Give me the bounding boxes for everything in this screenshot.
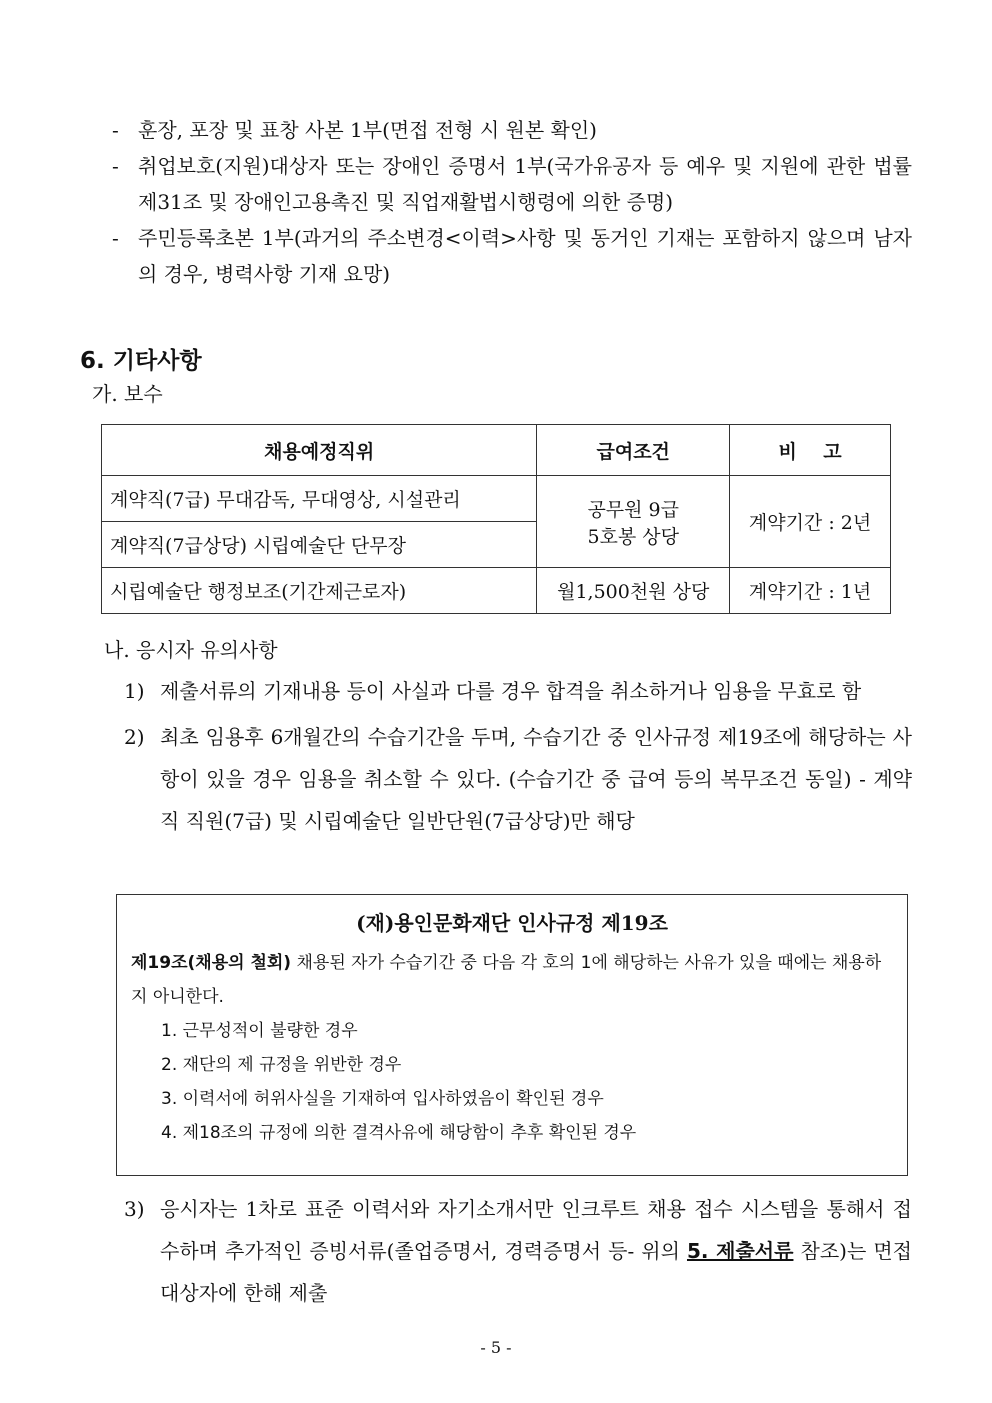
pay-table [101, 424, 891, 614]
cell-position: 계약직(7급상당) 시립예술단 단무장 [102, 522, 537, 568]
submission-docs-list [112, 112, 912, 292]
section-reference: 5. 제출서류 [686, 1239, 794, 1263]
doc-item-text: 취업보호(지원)대상자 또는 장애인 증명서 1부(국가유공자 등 예우 및 지원에 관한 법률 제31조 및 장애인고용촉진 및 직업재활법시행령에 의한 증명) [138, 154, 912, 214]
header-position: 채용예정직위 [102, 425, 537, 476]
note-text: 제출서류의 기재내용 등이 사실과 다를 경우 합격을 취소하거나 임용을 무효로 함 [160, 679, 862, 703]
list-dash: - [112, 118, 119, 142]
regulation-item: 4. 제18조의 규정에 의한 결격사유에 해당함이 추후 확인된 경우 [161, 1123, 637, 1143]
note-number: 2) [124, 725, 145, 749]
note-item [124, 1188, 912, 1314]
salary-line: 5호봉 상당 [587, 525, 679, 548]
cell-salary: 월1,500천원 상당 [537, 568, 730, 614]
salary-line: 공무원 9급 [587, 498, 679, 521]
notes-list [124, 670, 912, 842]
regulation-box [116, 894, 908, 1176]
article-text: 채용된 자가 수습기간 중 다음 각 호의 1에 해당하는 사유가 있을 때에는 채용하지 아니한다. [131, 953, 882, 1007]
regulation-item: 3. 이력서에 허위사실을 기재하여 입사하였음이 확인된 경우 [161, 1089, 604, 1109]
cell-salary-merged [537, 476, 730, 568]
regulation-title: (재)용인문화재단 인사규정 제19조 [356, 911, 668, 935]
doc-item [112, 220, 912, 292]
list-dash: - [112, 154, 119, 178]
note-item [124, 670, 912, 712]
header-salary: 급여조건 [537, 425, 730, 476]
regulation-item: 1. 근무성적이 불량한 경우 [161, 1021, 358, 1041]
regulation-item: 2. 재단의 제 규정을 위반한 경우 [161, 1055, 402, 1075]
doc-item [112, 112, 912, 148]
doc-item-text: 훈장, 포장 및 표창 사본 1부(면접 전형 시 원본 확인) [138, 118, 597, 142]
cell-position: 계약직(7급) 무대감독, 무대영상, 시설관리 [102, 476, 537, 522]
cell-note: 계약기간 : 1년 [730, 568, 891, 614]
article-label: 제19조(채용의 철회) [131, 953, 292, 973]
note-text-before: 응시자는 1차로 표준 이력서와 자기소개서만 인크루트 채용 접수 시스템을 통해서 접수하며 추가적인 증빙서류(졸업증명서, 경력증명서 등- 위의 [160, 1197, 912, 1263]
table-row [102, 568, 891, 614]
table-row [102, 476, 891, 522]
regulation-items [131, 1014, 893, 1150]
cell-position: 시립예술단 행정보조(기간제근로자) [102, 568, 537, 614]
regulation-article [131, 946, 893, 1014]
page-number: - 5 - [480, 1338, 512, 1357]
doc-item [112, 148, 912, 220]
doc-item-text: 주민등록초본 1부(과거의 주소변경<이력>사항 및 동거인 기재는 포함하지 않으며 남자의 경우, 병력사항 기재 요망) [138, 226, 912, 286]
pay-subheading: 가. 보수 [92, 382, 163, 406]
list-dash: - [112, 226, 119, 250]
table-header-row [102, 425, 891, 476]
notes-subheading: 나. 응시자 유의사항 [104, 638, 278, 662]
note-text-after: 참조)는 면접 대상자에 한해 제출 [160, 1239, 912, 1305]
note-text: 최초 임용후 6개월간의 수습기간을 두며, 수습기간 중 인사규정 제19조에 해당하는 사항이 있을 경우 임용을 취소할 수 있다. (수습기간 중 급여 등의 복무조건 동일) - 계약직 직원(7급) 및 시립예술단 일반단원(7급상당)만 해당 [160, 725, 912, 833]
note-text [160, 1188, 912, 1314]
cell-note-merged: 계약기간 : 2년 [730, 476, 891, 568]
note-number: 3) [124, 1197, 145, 1221]
notes-list-continued [124, 1188, 912, 1314]
header-note: 비 고 [730, 425, 891, 476]
note-number: 1) [124, 679, 145, 703]
section-title: 6. 기타사항 [80, 348, 202, 374]
regulation-body [117, 936, 907, 1150]
note-item [124, 716, 912, 842]
